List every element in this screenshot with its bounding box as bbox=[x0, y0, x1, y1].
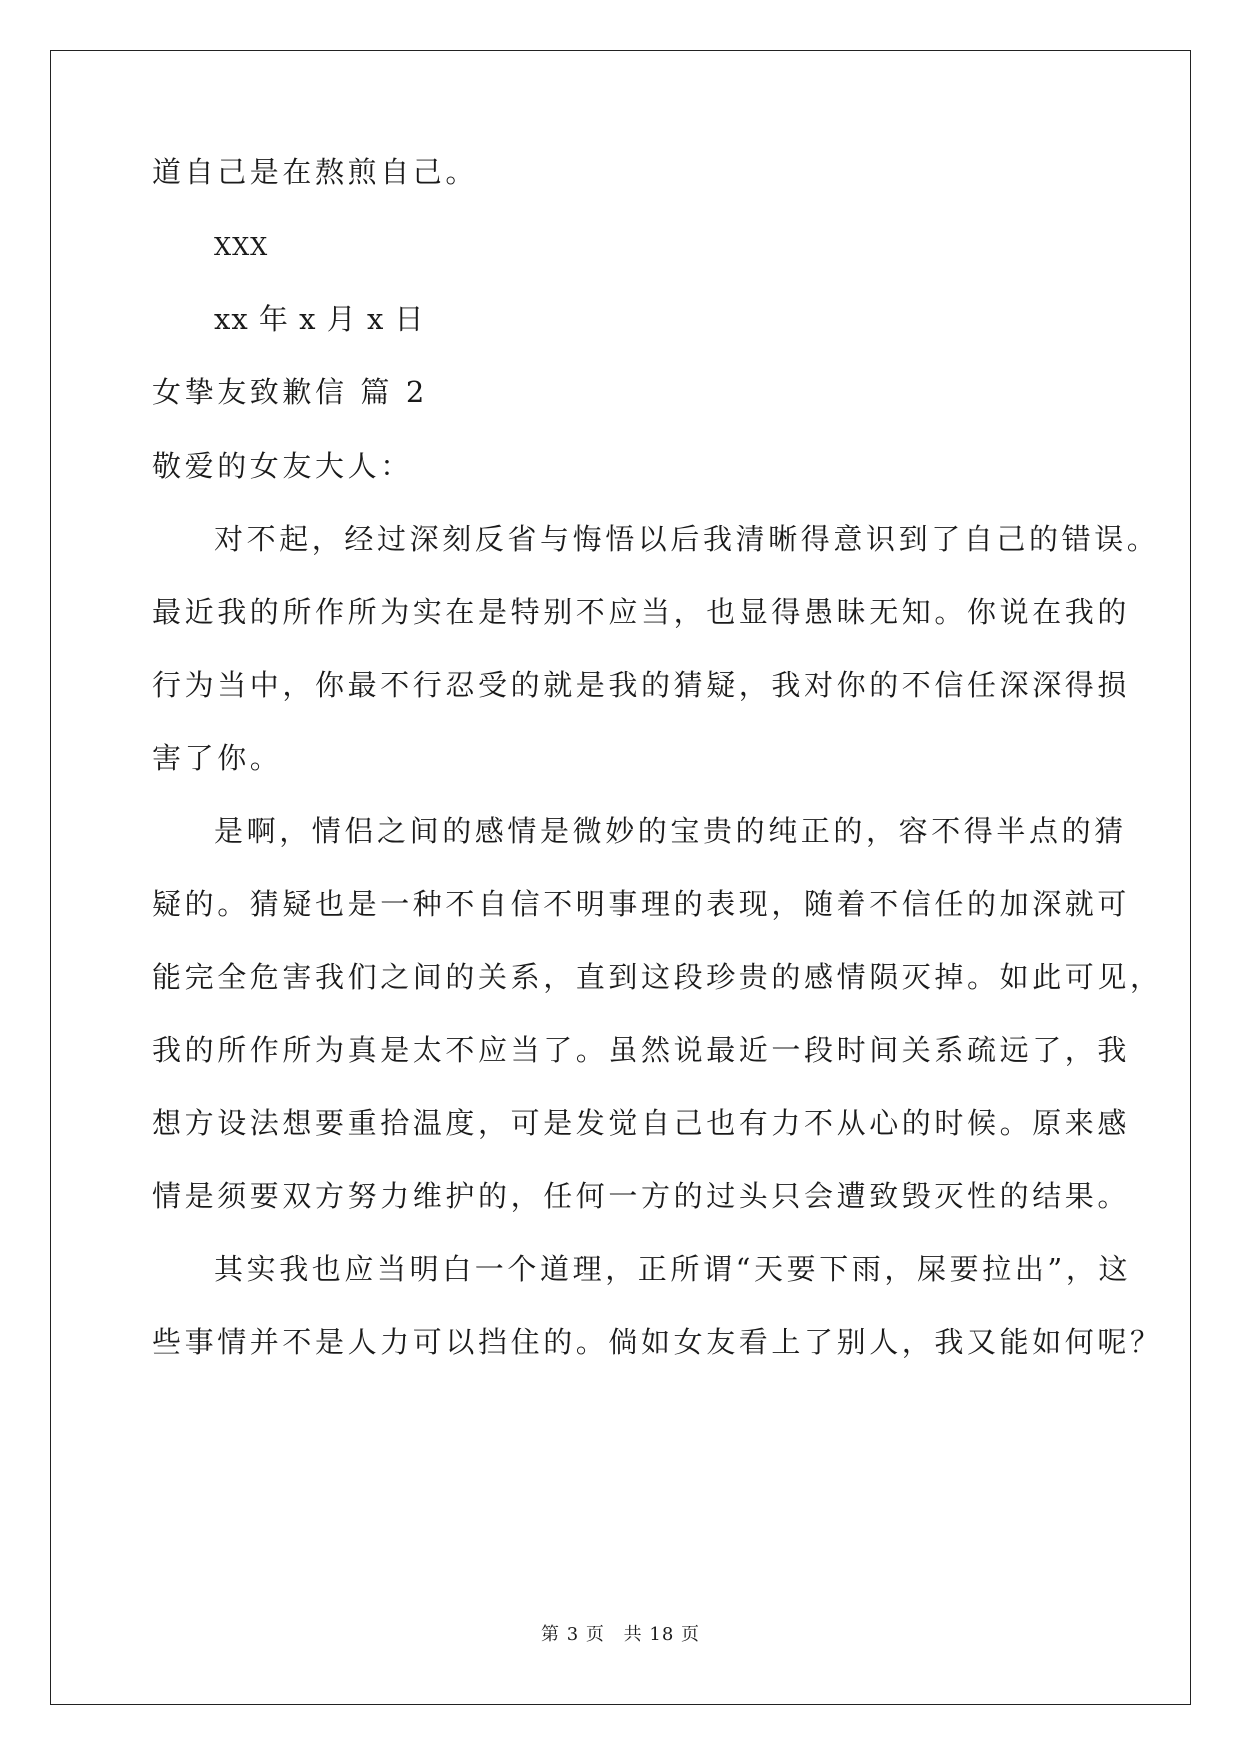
text-line: 道自己是在熬煎自己。 bbox=[152, 155, 479, 189]
paragraph-line: 些事情并不是人力可以挡住的。倘如女友看上了别人，我又能如何呢？ bbox=[152, 1325, 1163, 1359]
paragraph-line: 情是须要双方努力维护的，任何一方的过头只会遭致毁灭性的结果。 bbox=[152, 1179, 1131, 1213]
page-total: 共 18 页 bbox=[623, 1624, 700, 1645]
signature-name: XXX bbox=[214, 233, 269, 261]
paragraph-line: 我的所作所为真是太不应当了。虽然说最近一段时间关系疏远了，我 bbox=[152, 1033, 1131, 1067]
paragraph-line: 害了你。 bbox=[152, 741, 283, 775]
paragraph-line: 想方设法想要重拾温度，可是发觉自己也有力不从心的时候。原来感 bbox=[152, 1106, 1131, 1140]
paragraph-line: 能完全危害我们之间的关系，直到这段珍贵的感情陨灭掉。如此可见， bbox=[152, 960, 1163, 994]
paragraph-line: 是啊，情侣之间的感情是微妙的宝贵的纯正的，容不得半点的猜 bbox=[214, 814, 1127, 848]
section-heading: 女挚友致歉信 篇 2 bbox=[152, 375, 428, 409]
paragraph-line: 对不起，经过深刻反省与悔悟以后我清晰得意识到了自己的错误。 bbox=[214, 522, 1160, 556]
page-number: 第 3 页 bbox=[541, 1624, 605, 1645]
paragraph-line: 其实我也应当明白一个道理，正所谓“天要下雨，屎要拉出”，这 bbox=[214, 1252, 1132, 1286]
page-border bbox=[50, 50, 1191, 1705]
salutation: 敬爱的女友大人： bbox=[152, 449, 413, 483]
paragraph-line: 行为当中，你最不行忍受的就是我的猜疑，我对你的不信任深深得损 bbox=[152, 668, 1131, 702]
page-footer bbox=[0, 1620, 1241, 1646]
paragraph-line: 最近我的所作所为实在是特别不应当，也显得愚昧无知。你说在我的 bbox=[152, 595, 1131, 629]
signature-date: xx 年 x 月 x 日 bbox=[214, 302, 425, 336]
paragraph-line: 疑的。猜疑也是一种不自信不明事理的表现，随着不信任的加深就可 bbox=[152, 887, 1131, 921]
